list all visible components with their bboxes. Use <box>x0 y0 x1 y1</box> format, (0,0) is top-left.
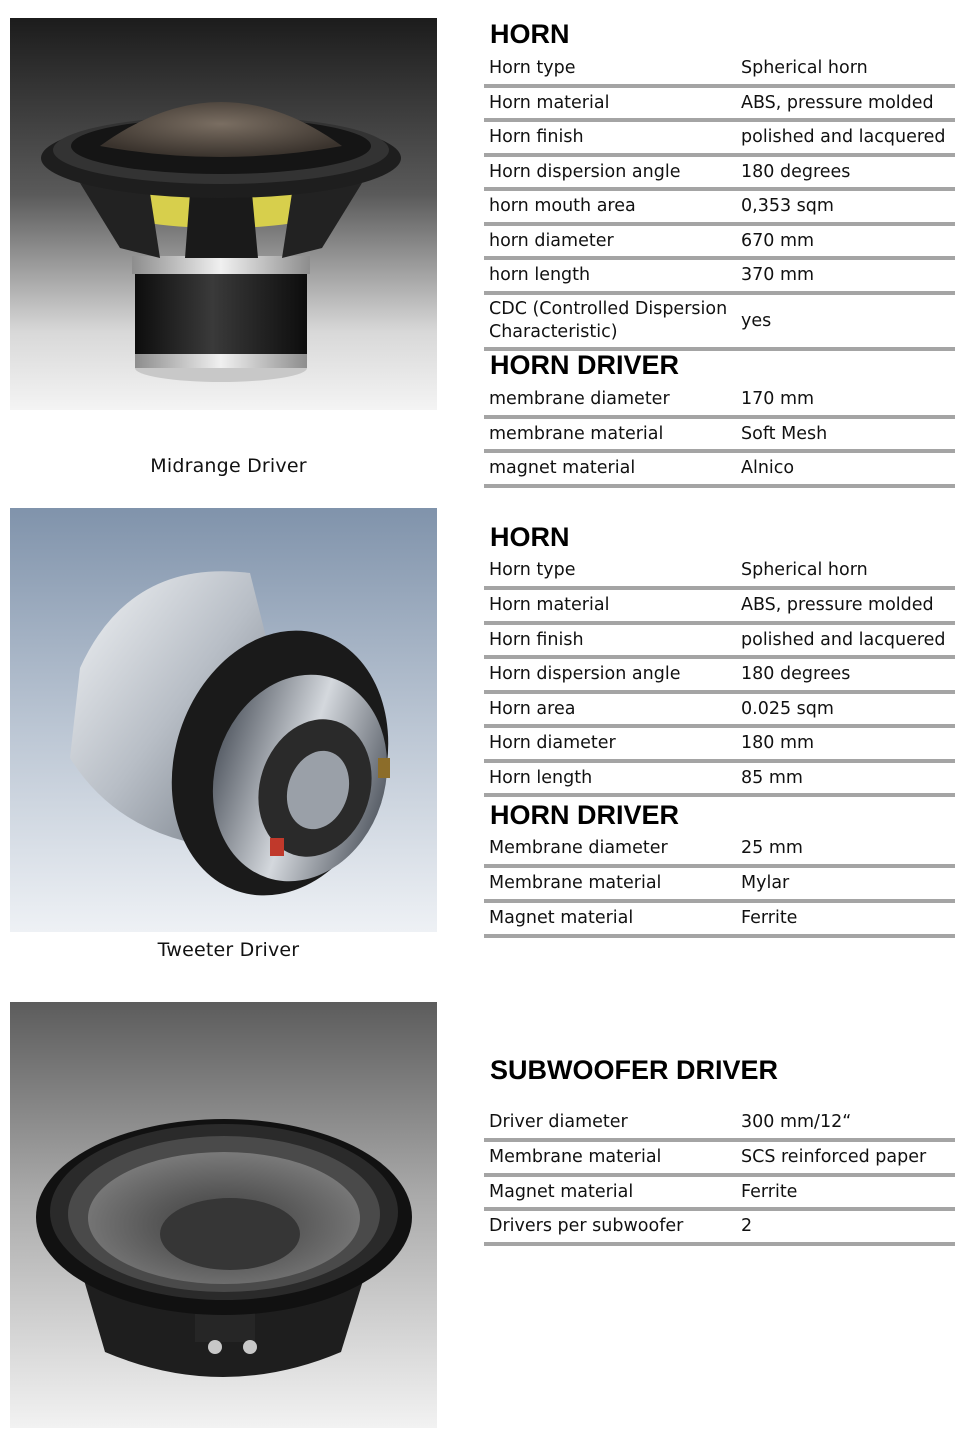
spec-value: 170 mm <box>741 389 815 409</box>
spec-value: Spherical horn <box>741 560 868 580</box>
subwoofer-driver-table <box>484 1107 955 1246</box>
spec-label: Horn type <box>489 560 576 580</box>
spec-value: Ferrite <box>741 1181 798 1202</box>
table-row <box>484 1107 955 1142</box>
spec-label: Membrane material <box>489 1147 662 1167</box>
table-row <box>484 659 955 694</box>
spec-value: Mylar <box>741 873 790 893</box>
midrange-horn-table <box>484 53 955 351</box>
table-row <box>484 1177 955 1211</box>
spec-label: Membrane material <box>489 873 662 893</box>
spec-label: Horn material <box>489 595 610 615</box>
spec-label: Horn length <box>489 767 593 788</box>
spec-label: Horn material <box>489 92 610 113</box>
table-row <box>484 122 955 157</box>
spec-label: membrane diameter <box>489 389 670 409</box>
table-row <box>484 226 955 260</box>
spec-value: Ferrite <box>741 908 798 928</box>
spec-value: 670 mm <box>741 230 815 251</box>
spec-label: Magnet material <box>489 908 634 928</box>
spec-label: Horn finish <box>489 629 584 650</box>
spec-value: polished and lacquered <box>741 629 946 650</box>
spec-value: yes <box>741 310 772 331</box>
spec-label: horn length <box>489 265 591 285</box>
table-row <box>484 1142 955 1177</box>
table-row <box>484 295 955 351</box>
spec-label: Magnet material <box>489 1181 634 1202</box>
table-row <box>484 260 955 295</box>
spec-value: 0,353 sqm <box>741 196 834 216</box>
table-row <box>484 53 955 88</box>
spec-value: 85 mm <box>741 767 803 788</box>
spec-value: 0.025 sqm <box>741 698 834 719</box>
tweeter-horn-driver-heading: HORN DRIVER <box>490 800 680 830</box>
spec-label: horn diameter <box>489 230 614 251</box>
spec-label: Driver diameter <box>489 1112 628 1132</box>
table-row <box>484 453 955 488</box>
tweeter-driver-photo <box>10 508 437 932</box>
table-row <box>484 728 955 763</box>
midrange-driver-photo <box>10 18 437 410</box>
spec-label: membrane material <box>489 423 664 444</box>
table-row <box>484 590 955 625</box>
table-row <box>484 88 955 122</box>
table-row <box>484 868 955 903</box>
spec-value: 300 mm/12“ <box>741 1112 852 1132</box>
subwoofer-driver-photo <box>10 1002 437 1428</box>
midrange-horn-driver-table <box>484 384 955 488</box>
table-row <box>484 191 955 226</box>
spec-label: Horn dispersion angle <box>489 161 681 182</box>
table-row <box>484 157 955 191</box>
spec-value: 180 degrees <box>741 664 851 684</box>
spec-label: CDC (Controlled Dispersion Characteristic) <box>489 299 728 342</box>
spec-label: Drivers per subwoofer <box>489 1216 684 1236</box>
table-row <box>484 419 955 453</box>
midrange-caption: Midrange Driver <box>150 455 307 477</box>
spec-label: Horn diameter <box>489 733 616 753</box>
midrange-horn-driver-heading: HORN DRIVER <box>490 350 680 380</box>
spec-value: Soft Mesh <box>741 423 828 444</box>
spec-value: Spherical horn <box>741 58 868 78</box>
spec-value: 180 degrees <box>741 161 851 182</box>
table-row <box>484 555 955 590</box>
spec-value: 180 mm <box>741 733 815 753</box>
table-row <box>484 625 955 659</box>
table-row <box>484 1211 955 1246</box>
table-row <box>484 903 955 938</box>
spec-value: SCS reinforced paper <box>741 1147 927 1167</box>
spec-label: horn mouth area <box>489 196 636 216</box>
table-row <box>484 694 955 728</box>
spec-value: Alnico <box>741 458 795 478</box>
spec-label: Membrane diameter <box>489 838 668 858</box>
spec-value: ABS, pressure molded <box>741 92 934 113</box>
spec-label: Horn type <box>489 58 576 78</box>
spec-label: Horn finish <box>489 127 584 147</box>
table-row <box>484 833 955 868</box>
table-row <box>484 384 955 419</box>
subwoofer-driver-heading: SUBWOOFER DRIVER <box>490 1055 779 1085</box>
spec-label: magnet material <box>489 458 636 478</box>
tweeter-horn-heading: HORN <box>490 522 570 552</box>
spec-label: Horn dispersion angle <box>489 664 681 684</box>
tweeter-horn-driver-table <box>484 833 955 938</box>
midrange-horn-heading: HORN <box>490 19 570 49</box>
spec-value: 2 <box>741 1216 753 1236</box>
spec-value: 25 mm <box>741 838 803 858</box>
tweeter-horn-table <box>484 555 955 797</box>
spec-value: polished and lacquered <box>741 127 946 147</box>
tweeter-caption: Tweeter Driver <box>157 939 300 961</box>
spec-value: ABS, pressure molded <box>741 595 934 615</box>
spec-label: Horn area <box>489 698 576 719</box>
table-row <box>484 763 955 797</box>
spec-value: 370 mm <box>741 265 815 285</box>
